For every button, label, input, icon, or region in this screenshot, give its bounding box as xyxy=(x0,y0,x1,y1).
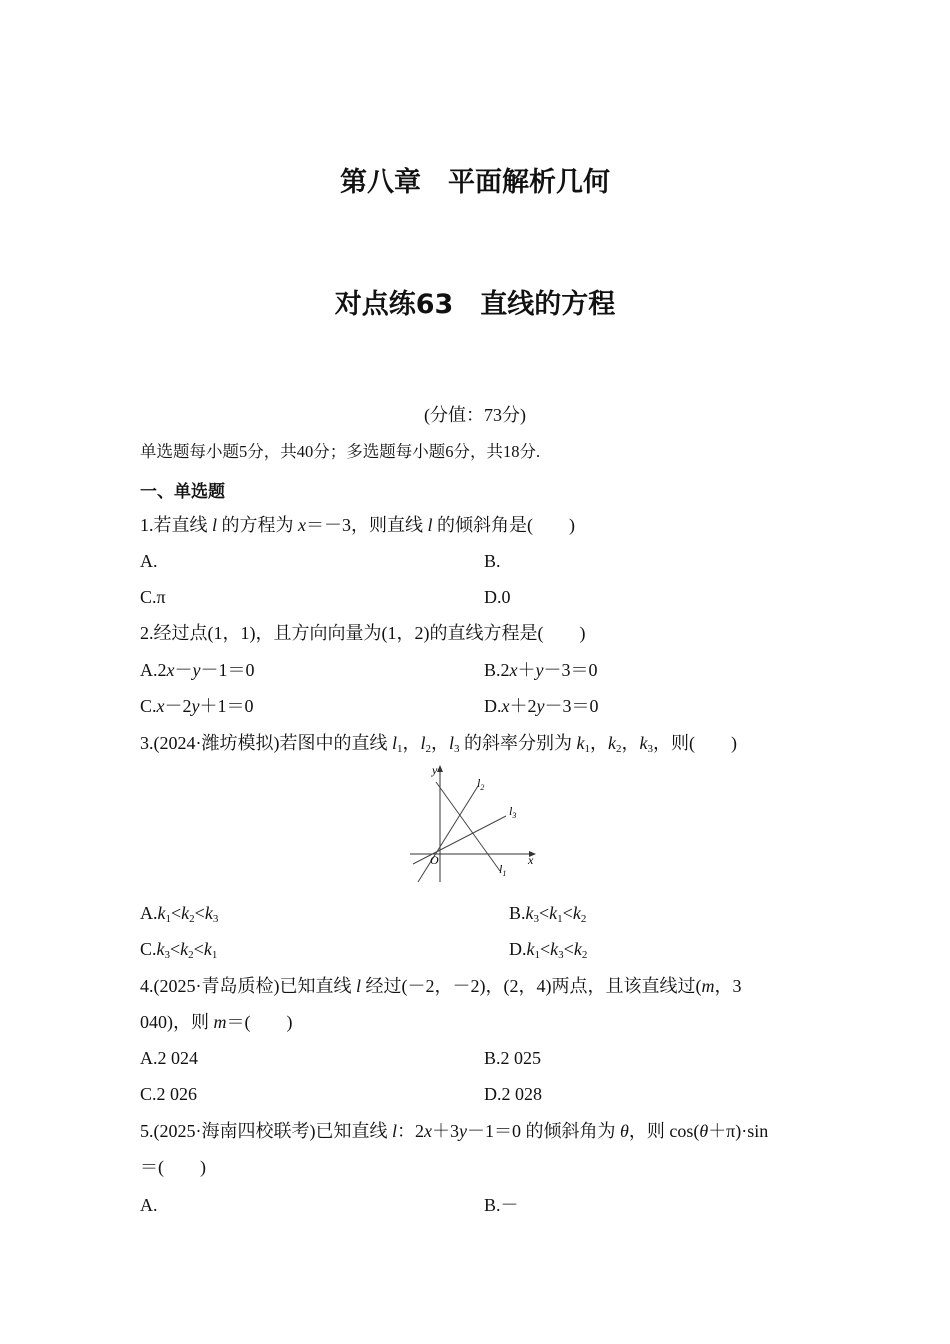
q1-option-b[interactable]: B. xyxy=(484,551,501,571)
y-label: y xyxy=(432,763,438,777)
q3-option-a[interactable]: $A.k_1<k_2<k_3$ xyxy=(140,903,219,925)
q3-option-b[interactable]: $B.k_3<k_1<k_2$ xyxy=(509,903,587,925)
q3-option-c[interactable]: $C.k_3<k_2<k_1$ xyxy=(140,939,218,961)
q2-option-a[interactable]: A.2x－y－1＝0 xyxy=(140,660,255,680)
chapter-title: 第八章 平面解析几何 xyxy=(340,167,610,198)
q2-option-b[interactable]: B.2x＋y－3＝0 xyxy=(484,660,598,680)
y-axis-arrow xyxy=(437,765,443,772)
q4-option-a[interactable]: A.2 024 xyxy=(140,1048,198,1068)
question-5-stem-line1: 5.(2025·海南四校联考)已知直线 l：2x＋3y－1＝0 的倾斜角为 θ，则 cos(θ＋π)·sin xyxy=(140,1121,769,1141)
q5-option-b[interactable]: B.－ xyxy=(484,1195,519,1215)
section-title: 对点练63 直线的方程 xyxy=(334,289,616,320)
instructions: 单选题每小题5分，共40分；多选题每小题6分，共18分. xyxy=(140,442,541,461)
q1-option-a[interactable]: A. xyxy=(140,551,158,571)
line-l1 xyxy=(436,782,500,871)
l1-label: $l_1$ xyxy=(499,862,507,878)
question-4-stem-line1: 4.(2025·青岛质检)已知直线 l 经过(－2，－2)，(2，4)两点，且该直线过(m，3 xyxy=(140,976,742,996)
q1-option-c[interactable]: C.π xyxy=(140,587,166,607)
q1-option-d[interactable]: D.0 xyxy=(484,587,511,607)
q4-option-c[interactable]: C.2 026 xyxy=(140,1084,198,1104)
slope-figure xyxy=(405,760,550,885)
q4-option-b[interactable]: B.2 025 xyxy=(484,1048,542,1068)
question-5-stem-line2: ＝( ) xyxy=(140,1157,206,1177)
question-4-stem-line2: 040)，则 m＝( ) xyxy=(140,1012,293,1032)
line-l3 xyxy=(413,816,506,864)
q5-option-a[interactable]: A. xyxy=(140,1195,158,1215)
l3-label: $l_3$ xyxy=(509,804,517,820)
question-2-stem: 2.经过点(1，1)，且方向向量为(1，2)的直线方程是( ) xyxy=(140,623,586,643)
question-1-stem: 1.若直线 l 的方程为 x＝－3，则直线 l 的倾斜角是( ) xyxy=(140,515,576,535)
q4-option-d[interactable]: D.2 028 xyxy=(484,1084,542,1104)
question-3-stem: 3.(2024·潍坊模拟)若图中的直线 $l_1$，$l_2$，$l_3$ 的斜率分别为 $k_1$，$k_2$，$k_3$，则( ) xyxy=(140,733,738,755)
part-heading: 一、单选题 xyxy=(140,482,225,502)
q3-option-d[interactable]: $D.k_1<k_3<k_2$ xyxy=(509,939,588,961)
line-l2 xyxy=(418,786,478,882)
q2-option-c[interactable]: C.x－2y＋1＝0 xyxy=(140,696,254,716)
q2-option-d[interactable]: D.x＋2y－3＝0 xyxy=(484,696,599,716)
l2-label: $l_2$ xyxy=(477,776,485,792)
x-label: x xyxy=(528,853,534,867)
origin-label: O xyxy=(430,853,439,867)
score-note: (分值：73分) xyxy=(424,405,526,425)
